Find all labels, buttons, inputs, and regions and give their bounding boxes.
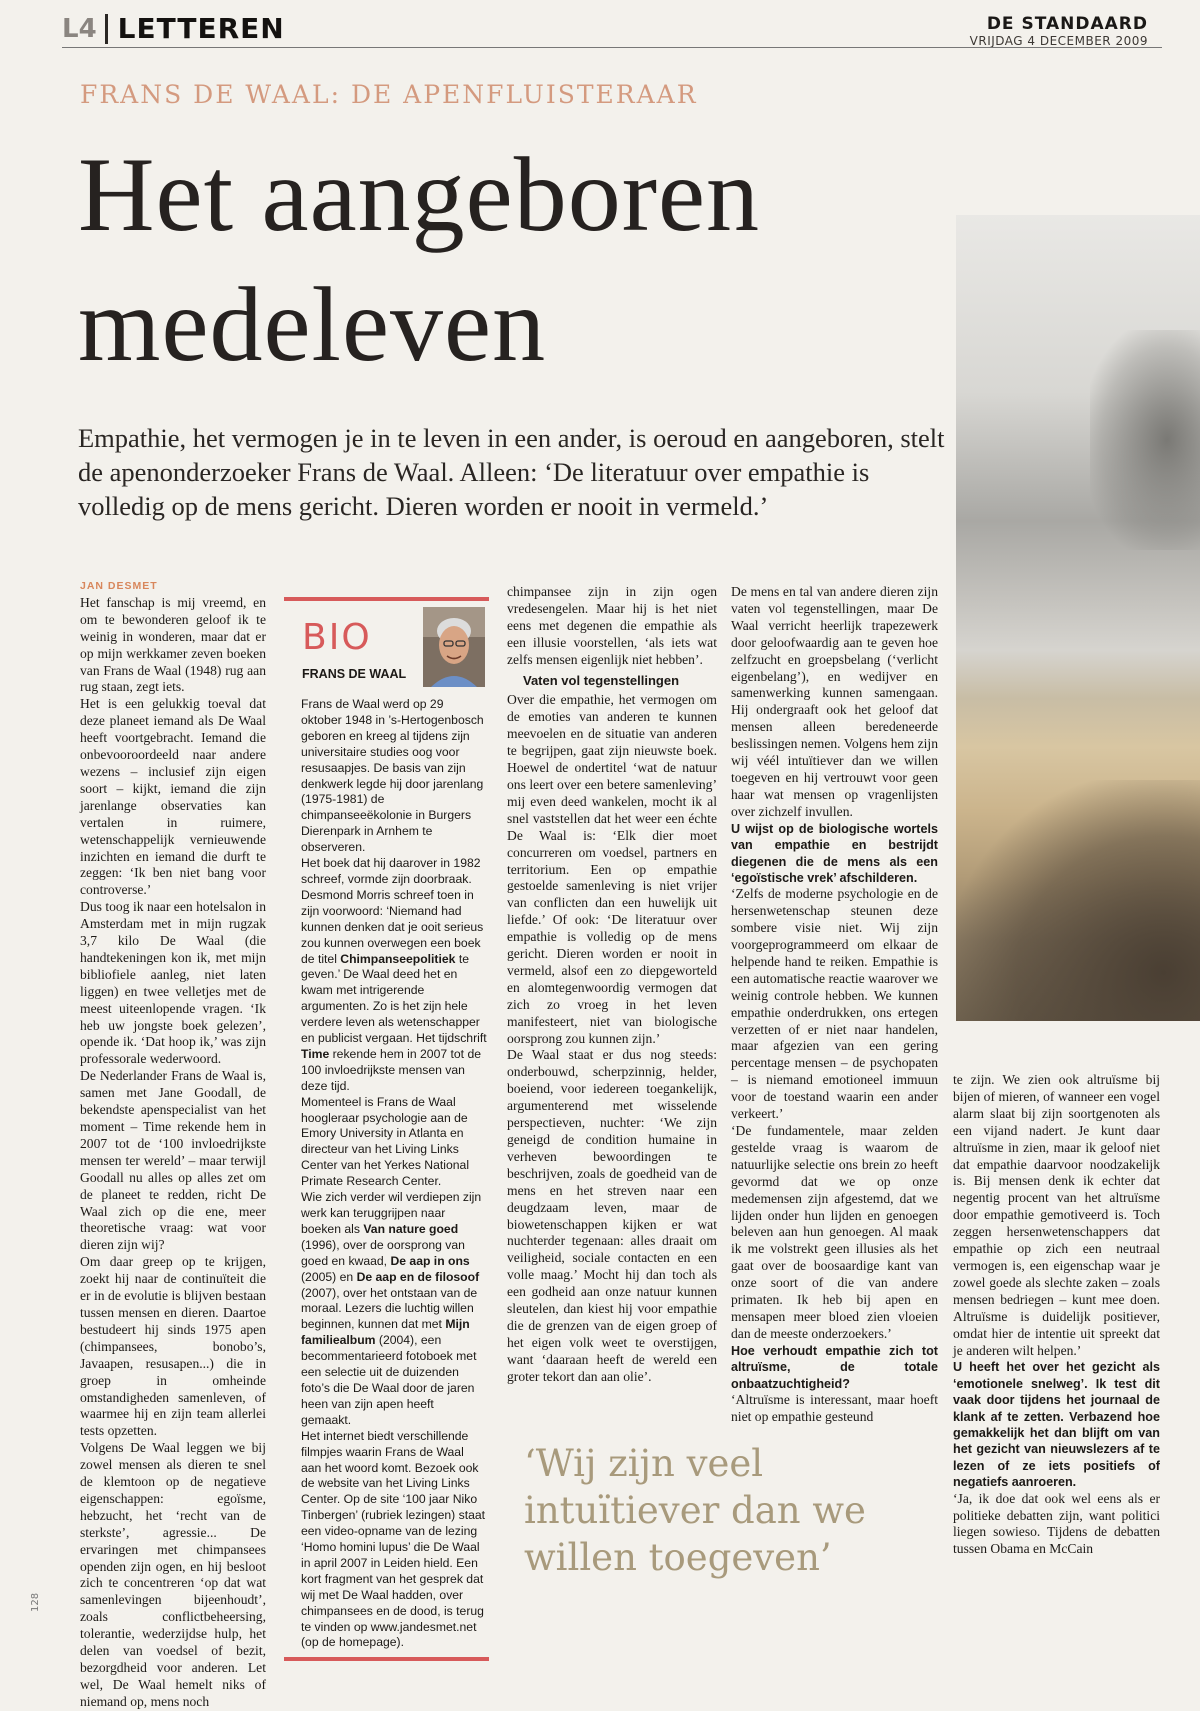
- bio-text-run: Wie zich verder wil verdiepen zijn werk kan teruggrijpen naar boeken als: [301, 1190, 482, 1236]
- paragraph: ‘Altruïsme is interessant, maar hoeft niet op empathie gesteund: [731, 1392, 938, 1424]
- book-title: Van nature goed: [363, 1221, 459, 1236]
- column-4: [731, 584, 938, 1426]
- issue-date: VRIJDAG 4 DECEMBER 2009: [969, 34, 1148, 48]
- masthead: [970, 14, 1148, 48]
- column-5: [953, 1072, 1160, 1558]
- bio-name: FRANS DE WAAL: [302, 667, 407, 681]
- headline-line-2: medeleven: [78, 266, 547, 383]
- kicker: FRANS DE WAAL: DE APENFLUISTERAAR: [80, 80, 698, 109]
- page-number: L4: [62, 14, 108, 44]
- bio-paragraph: [301, 1190, 487, 1429]
- interview-question: Hoe verhoudt empathie zich tot altruïsme, de totale onbaatzuchtigheid?: [731, 1343, 938, 1391]
- bio-text-run: Het boek dat hij daarover in 1982 schreef, vormde zijn doorbraak. Desmond Morris schreef toen in zijn voorwoord: ‘Niemand had kunnen denken dat je ooit serieus zou kunnen overwegen een boek de titel: [301, 856, 484, 966]
- bio-text-run: rekende hem in 2007 tot de 100 invloedrijkste mensen van deze tijd.: [301, 1046, 482, 1093]
- interview-question: U wijst op de biologische wortels van empathie en bestrijdt diegenen die de mens als een ‘egoïstische vrek’ afschilderen.: [731, 821, 938, 885]
- bio-bottom-rule: [284, 1657, 489, 1661]
- magazine-title: Time: [301, 1046, 330, 1061]
- headline-line-1: Het aangeboren: [78, 136, 761, 253]
- column-3: [507, 584, 717, 1386]
- paragraph: De mens en tal van andere dieren zijn vaten vol tegenstellingen, maar De Waal verricht heerlijk trapezewerk door geloofwaardig aan te geven hoe zelfzucht en groepsbelang (‘verlicht eigenbelang’), en wedijver en samenwerking kunnen samengaan. Hij ondergraaft ook het geloof dat mensen alleen beredeneerde beslissingen nemen. Volgens hem zijn wij véél intuïtiever dan we willen toegeven en hij vertrouwt voor geen haar wat mensen op vragenlijsten over zichzelf invullen.: [731, 584, 938, 819]
- bio-text-run: te geven.’ De Waal deed het en kwam met intrigerende argumenten. Zo is het zijn hele verdere leven als wetenschapper en publicist vergaan. Het tijdschrift: [301, 951, 487, 1046]
- bio-text-run: (2004), een becommentarieerd fotoboek met een selectie uit de duizenden foto’s die De Waal door de jaren heen van zijn apen heeft gemaakt.: [301, 1333, 477, 1427]
- portrait-illustration: [423, 607, 485, 687]
- bio-paragraph: Het internet biedt verschillende filmpjes waarin Frans de Waal aan het woord komt. Bezoek ook de website van het Living Links Center. Op de site ‘100 jaar Niko Tinbergen’ (rubriek lezingen) staat een video-opname van de lezing ‘Homo homini lupus’ die De Waal in april 2007 in Leiden hield. Een kort fragment van het gesprek dat wij met De Waal hadden, over chimpansees en de dood, is terug te vinden op www.jandesmet.net (op de homepage).: [301, 1428, 486, 1650]
- book-title: De aap en de filosoof: [356, 1269, 480, 1284]
- section-header: [62, 14, 285, 44]
- lead-paragraph: Empathie, het vermogen je in te leven in een ander, is oeroud en aangeboren, stelt de apenonderzoeker Frans de Waal. Alleen: ‘De literatuur over empathie is volledig op de mens gericht. Dieren worden er nooit in vermeld.’: [78, 423, 945, 521]
- book-title: De aap in ons: [390, 1253, 470, 1268]
- headline: [78, 130, 958, 390]
- byline: JAN DESMET: [80, 580, 158, 592]
- subheading: Vaten vol tegenstellingen: [523, 672, 680, 688]
- page-footer-number: 128: [30, 1592, 41, 1612]
- bio-paragraph: Frans de Waal werd op 29 oktober 1948 in ’s-Hertogenbosch geboren en kreeg al tijdens zijn universitaire studies oog voor resusaapjes. De basis van zijn denkwerk legde hij door jarenlang (1975-1981) de chimpanseeëkolonie in Burgers Dierenpark in Arnhem te observeren.: [301, 697, 484, 855]
- bio-title: BIO: [302, 617, 372, 658]
- bio-text-run: (2005) en: [301, 1269, 357, 1284]
- paragraph: ‘Zelfs de moderne psychologie en de hersenwetenschap steunen deze sombere visie niet. Wij zijn voorgeprogrammeerd om elkaar de helpende hand te reiken. Empathie is een automatische reactie waarover we weinig controle hebben. We kunnen empathie onderdrukken, ons ertegen verzetten of er niet naar handelen, maar afgezien van een gering percentage mensen – de psychopaten – is niemand emotioneel immuun voor de toestand waarin een ander verkeert.’: [731, 886, 938, 1122]
- photo-rock: [956, 780, 1200, 1021]
- paragraph: De Nederlander Frans de Waal is, samen met Jane Goodall, de bekendste apenspecialist van het moment – Time rekende hem in 2007 tot de ‘100 invloedrijkste mensen ter wereld’ – maar terwijl Goodall nu alles op alles zet om de planeet te redden, richt De Waal zich op die ene, meer theoretische vraag: wat voor dieren zijn wij?: [80, 1068, 266, 1253]
- paragraph: Het fanschap is mij vreemd, en om te bewonderen geloof ik te weinig in wonderen, maar dat er op mijn werkkamer zeven boeken van Frans de Waal (1948) rug aan rug staan, zegt iets.: [80, 594, 266, 695]
- interview-question: U heeft het over het gezicht als ‘emotionele snelweg’. Ik test dit vaak door tijdens het journaal de klank af te zetten. Verbazend hoe gemakkelijk het dan blijft om van het gezicht van nieuwslezers af te lezen of ze iets positiefs of negatiefs aanroeren.: [953, 1360, 1160, 1490]
- portrait-photo: [423, 607, 485, 687]
- paragraph: Volgens De Waal leggen we bij zowel mensen als dieren te snel de klemtoon op de negatieve eigenschappen: egoïsme, hebzucht, het ‘recht van de sterkste’, agressie... De ervaringen met chimpansees openden zijn ogen, en hij besloot zich te concentreren ‘op dat wat samenlevingen bijeenhoudt’, zoals conflictbeheersing, tolerantie, wederzijdse hulp, het delen van voedsel of bezit, bezorgdheid voor anderen. Let wel, De Waal hemelt niks of niemand op, mens noch: [80, 1440, 266, 1709]
- bio-text-run: (1996), over de oorsprong van goed en kwaad,: [301, 1237, 465, 1268]
- column-1: [80, 578, 266, 1711]
- photo-shadow: [1090, 330, 1200, 550]
- bio-paragraph: [301, 856, 487, 1095]
- paragraph: ‘Ja, ik doe dat ook wel eens als er politieke debatten zijn, want politici liegen sowieso. Tijdens de debatten tussen Obama en McCain: [953, 1490, 1160, 1557]
- paragraph: Om daar greep op te krijgen, zoekt hij naar de continuïteit die er in de evolutie is blijven bestaan tussen mensen en dieren. Daartoe bestudeert hij sinds 1975 apen (chimpansees, bonobo’s, Javaapen, resusapen...) die in groep in omheinde omstandigheden samenleven, of waarmee hij en zijn team allerlei tests opzetten.: [80, 1254, 266, 1439]
- paragraph: chimpansee zijn in zijn ogen vredesengelen. Maar hij is het niet eens met degenen die empathie als een illusie voorstellen, ‘als iets wat zelfs mensen eigenlijk niet hebben’.: [507, 584, 717, 667]
- paragraph: te zijn. We zien ook altruïsme bij bijen of mieren, of wanneer een vogel alarm slaat bij zijn soortgenoten als een vijand nadert. Je kunt daar altruïsme in zien, maar ik geloof niet dat empathie daarvoor noodzakelijk is. Bij mensen denk ik echter dat negentig procent van het altruïsme door empathie gemotiveerd is. Toch zeggen hersenwetenschappers dat empathie op zich een neutraal vermogen is, een eigenschap waar je zowel goede als slechte zaken – zoals mensen bedriegen – kunt mee doen. Altruïsme is duidelijk positiever, omdat hier de intentie uit spreekt dat je anderen wilt helpen.’: [953, 1072, 1160, 1358]
- paragraph: Dus toog ik naar een hotelsalon in Amsterdam met in mijn rugzak 3,7 kilo De Waal (die handtekeningen kon ik, met mijn bibliofiele aanleg, niet laten liggen) en twee velletjes met de meest uiteenlopende vragen. ‘Ik heb uw jongste boek gelezen’, opende ik. ‘Dat hoop ik,’ was zijn professorale wederwoord.: [80, 899, 266, 1067]
- bio-header: [284, 601, 489, 689]
- section-title: LETTEREN: [117, 12, 285, 45]
- book-title: Chimpanseepolitiek: [340, 951, 456, 966]
- bio-text: [284, 689, 489, 1651]
- book-title: Mijn familiealbum: [301, 1317, 470, 1348]
- pull-quote: ‘Wij zijn veel intuïtiever dan we willen toegeven’: [524, 1442, 866, 1579]
- paragraph: ‘De fundamentele, maar zelden gestelde vraag is waarom de natuurlijke selectie ons brein zo heeft gevormd dat we op onze medemensen zijn afgestemd, dat we lijden onder hun lijden en genoegen beleven aan hun genoegen. Al maak ik me volstrekt geen illusies als het gaat over de boosaardige kant van onze soort of die van andere primaten. Ik heb bij apen en mensapen meer bloed zien vloeien dan de meeste onderzoekers.’: [731, 1123, 938, 1341]
- bio-paragraph: Momenteel is Frans de Waal hoogleraar psychologie aan de Emory University in Atlanta en directeur van het Living Links Center van het Yerkes National Primate Research Center.: [301, 1094, 470, 1189]
- newspaper-name: DE STANDAARD: [986, 14, 1148, 34]
- header-divider: [62, 47, 1162, 48]
- paragraph: Het is een gelukkig toeval dat deze planeet iemand als De Waal heeft voortgebracht. Iemand die onbevooroordeeld naar andere wezens – inclusief zijn eigen soort – kijkt, iemand die zijn jarenlange observaties kan vertalen in ruimere, wetenschappelijk vernieuwende inzichten en iemand die durft te zeggen: ‘Ik ben niet bang voor controverse.’: [80, 696, 266, 898]
- paragraph: Over die empathie, het vermogen om de emoties van anderen te kunnen meevoelen en de situatie van anderen te begrijpen, gaat zijn nieuwste boek. Hoewel de ondertitel ‘wat de natuur ons leert over een betere samenleving’ mij even deed wankelen, mocht ik al snel vaststellen dat het weer een échte De Waal is: ‘Elk dier moet concurreren om voedsel, partners en territorium. Een op empathie gestoelde samenleving is niet vrijer van conflicten dan een huwelijk uit liefde.’ Of ook: ‘De literatuur over empathie is volledig op de mens gericht. Dieren worden er nooit in vermeld, alsof een zo diepgeworteld en alomtegenwoordig vermogen dat zich zo vroeg in het leven manifesteert, niet van biologische oorsprong zou kunnen zijn.’: [507, 692, 717, 1046]
- bio-text-run: (2007), over het ontstaan van de moraal. Lezers die luchtig willen beginnen, kunnen dat met: [301, 1285, 478, 1332]
- paragraph: De Waal staat er dus nog steeds: onderbouwd, scherpzinnig, helder, boeiend, voor iedereen toegankelijk, argumenterend met wisselende perspectieven, nuchter: ‘We zijn geneigd de condition humaine in verheven bewoordingen te beschrijven, zoals de goedheid van de mens en het streven naar een deugdzaam leven, maar de biowetenschappen kijken er wat nuchterder tegenaan: alles draait om veiligheid, sociale contacten en een volle maag.’ Mocht hij dan toch als een godheid aan onze natuur kunnen sleutelen, dan kiest hij voor empathie die de grenzen van de eigen groep of het eigen volk weet te overstijgen, want ‘daaraan heeft de wereld een groter tekort dan aan olie’.: [507, 1047, 717, 1384]
- bio-box: [284, 597, 489, 1661]
